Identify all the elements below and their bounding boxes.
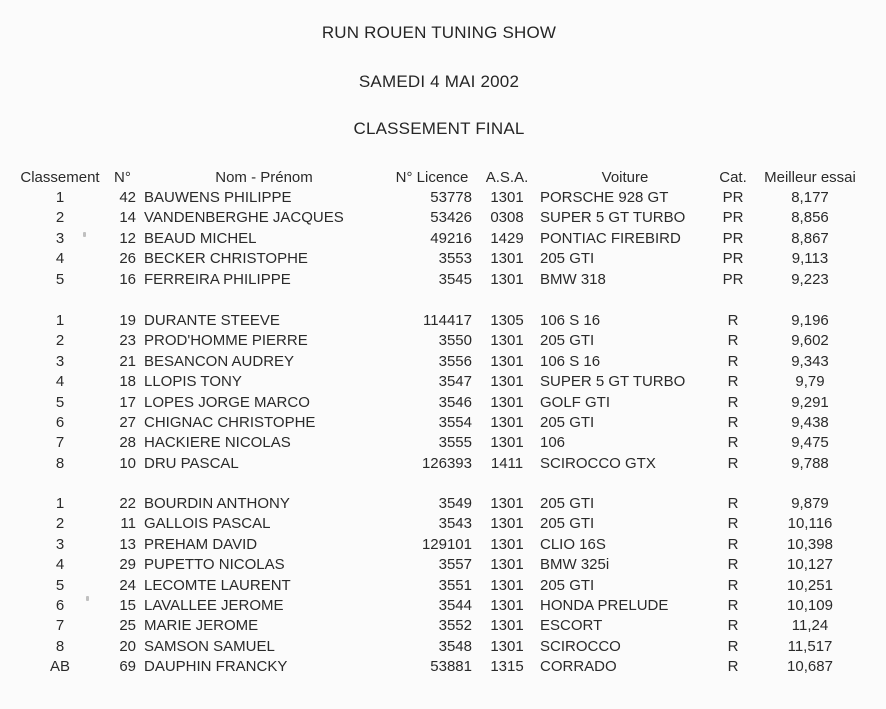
cell-rank: 4 xyxy=(55,556,65,573)
cell-name: VANDENBERGHE JACQUES xyxy=(144,209,344,226)
cell-category: R xyxy=(727,332,739,349)
cell-best-time: 9,79 xyxy=(795,373,825,390)
cell-number: 19 xyxy=(119,312,136,329)
cell-rank: 1 xyxy=(55,189,65,206)
cell-best-time: 9,438 xyxy=(791,414,829,431)
cell-number: 16 xyxy=(119,271,136,288)
cell-asa: 1301 xyxy=(490,495,524,512)
cell-asa: 1305 xyxy=(490,312,524,329)
cell-number: 15 xyxy=(119,597,136,614)
table-row xyxy=(0,188,886,208)
cell-rank: AB xyxy=(49,658,70,675)
cell-category: R xyxy=(727,414,739,431)
cell-best-time: 9,291 xyxy=(791,394,829,411)
cell-category: R xyxy=(727,577,739,594)
cell-asa: 1301 xyxy=(490,577,524,594)
table-row xyxy=(0,596,886,616)
cell-licence: 126393 xyxy=(421,455,472,472)
cell-name: PROD'HOMME PIERRE xyxy=(144,332,308,349)
document-title: RUN ROUEN TUNING SHOW xyxy=(321,23,557,42)
cell-asa: 1301 xyxy=(490,597,524,614)
cell-rank: 2 xyxy=(55,209,65,226)
cell-number: 23 xyxy=(119,332,136,349)
cell-category: R xyxy=(727,434,739,451)
cell-car: 106 S 16 xyxy=(540,312,601,329)
table-row xyxy=(0,657,886,677)
cell-category: PR xyxy=(722,189,744,206)
table-row xyxy=(0,535,886,555)
column-header-asa: A.S.A. xyxy=(485,169,529,186)
cell-number: 13 xyxy=(119,536,136,553)
cell-best-time: 9,475 xyxy=(791,434,829,451)
cell-best-time: 9,113 xyxy=(791,250,829,267)
cell-car: 205 GTI xyxy=(540,515,595,532)
cell-name: DRU PASCAL xyxy=(144,455,239,472)
cell-category: R xyxy=(727,536,739,553)
cell-licence: 53778 xyxy=(430,189,472,206)
cell-category: R xyxy=(727,312,739,329)
cell-best-time: 10,687 xyxy=(787,658,833,675)
document-subtitle: CLASSEMENT FINAL xyxy=(353,119,525,138)
cell-number: 12 xyxy=(119,230,136,247)
cell-car: SCIROCCO xyxy=(540,638,621,655)
column-header-car: Voiture xyxy=(601,169,649,186)
cell-number: 14 xyxy=(119,209,136,226)
table-row xyxy=(0,494,886,514)
cell-name: DAUPHIN FRANCKY xyxy=(144,658,288,675)
cell-category: R xyxy=(727,556,739,573)
cell-best-time: 9,602 xyxy=(791,332,829,349)
cell-car: ESCORT xyxy=(540,617,603,634)
cell-rank: 4 xyxy=(55,250,65,267)
table-row xyxy=(0,372,886,392)
cell-name: DURANTE STEEVE xyxy=(144,312,280,329)
cell-rank: 7 xyxy=(55,434,65,451)
cell-licence: 3555 xyxy=(438,434,472,451)
cell-number: 22 xyxy=(119,495,136,512)
table-row xyxy=(0,413,886,433)
cell-best-time: 10,398 xyxy=(787,536,833,553)
cell-car: 205 GTI xyxy=(540,495,595,512)
cell-car: BMW 325i xyxy=(540,556,610,573)
cell-number: 26 xyxy=(119,250,136,267)
cell-rank: 3 xyxy=(55,230,65,247)
cell-number: 69 xyxy=(119,658,136,675)
cell-category: R xyxy=(727,638,739,655)
cell-rank: 5 xyxy=(55,394,65,411)
cell-licence: 3546 xyxy=(438,394,472,411)
cell-name: SAMSON SAMUEL xyxy=(144,638,275,655)
cell-rank: 7 xyxy=(55,617,65,634)
table-row xyxy=(0,555,886,575)
cell-asa: 0308 xyxy=(490,209,524,226)
table-row xyxy=(0,208,886,228)
cell-licence: 3543 xyxy=(438,515,472,532)
table-row xyxy=(0,331,886,351)
cell-rank: 4 xyxy=(55,373,65,390)
cell-car: CLIO 16S xyxy=(540,536,606,553)
cell-best-time: 9,223 xyxy=(791,271,829,288)
cell-car: SCIROCCO GTX xyxy=(540,455,656,472)
cell-name: BECKER CHRISTOPHE xyxy=(144,250,308,267)
cell-rank: 8 xyxy=(55,638,65,655)
cell-number: 21 xyxy=(119,353,136,370)
cell-category: R xyxy=(727,373,739,390)
cell-number: 24 xyxy=(119,577,136,594)
cell-licence: 3549 xyxy=(438,495,472,512)
table-row xyxy=(0,249,886,269)
cell-number: 27 xyxy=(119,414,136,431)
cell-name: BOURDIN ANTHONY xyxy=(144,495,290,512)
cell-licence: 114417 xyxy=(423,312,472,329)
cell-asa: 1315 xyxy=(490,658,524,675)
cell-category: PR xyxy=(722,209,744,226)
cell-number: 17 xyxy=(119,394,136,411)
cell-rank: 2 xyxy=(55,515,65,532)
cell-car: SUPER 5 GT TURBO xyxy=(540,373,686,390)
cell-rank: 6 xyxy=(55,597,65,614)
cell-asa: 1301 xyxy=(490,353,524,370)
table-row xyxy=(0,637,886,657)
cell-category: R xyxy=(727,353,739,370)
cell-category: PR xyxy=(722,230,744,247)
cell-licence: 49216 xyxy=(430,230,472,247)
cell-name: FERREIRA PHILIPPE xyxy=(144,271,291,288)
cell-licence: 53426 xyxy=(430,209,472,226)
cell-asa: 1301 xyxy=(490,189,524,206)
cell-licence: 3547 xyxy=(438,373,472,390)
cell-car: PORSCHE 928 GT xyxy=(540,189,669,206)
cell-car: SUPER 5 GT TURBO xyxy=(540,209,686,226)
cell-car: 205 GTI xyxy=(540,577,595,594)
cell-car: CORRADO xyxy=(540,658,617,675)
table-row xyxy=(0,393,886,413)
table-row xyxy=(0,514,886,534)
cell-category: R xyxy=(727,658,739,675)
cell-rank: 5 xyxy=(55,577,65,594)
cell-licence: 3550 xyxy=(438,332,472,349)
cell-best-time: 11,517 xyxy=(787,638,833,655)
cell-number: 11 xyxy=(120,515,136,532)
cell-name: PUPETTO NICOLAS xyxy=(144,556,285,573)
cell-rank: 5 xyxy=(55,271,65,288)
table-row xyxy=(0,270,886,290)
cell-best-time: 8,856 xyxy=(791,209,829,226)
cell-licence: 3544 xyxy=(438,597,472,614)
cell-category: PR xyxy=(722,250,744,267)
cell-asa: 1301 xyxy=(490,515,524,532)
cell-best-time: 10,109 xyxy=(787,597,833,614)
cell-category: PR xyxy=(722,271,744,288)
cell-category: R xyxy=(727,394,739,411)
cell-car: HONDA PRELUDE xyxy=(540,597,669,614)
cell-asa: 1301 xyxy=(490,434,524,451)
cell-number: 20 xyxy=(119,638,136,655)
cell-licence: 3548 xyxy=(438,638,472,655)
cell-category: R xyxy=(727,617,739,634)
cell-rank: 3 xyxy=(55,536,65,553)
cell-name: LAVALLEE JEROME xyxy=(144,597,284,614)
column-header-licence: N° Licence xyxy=(395,169,469,186)
cell-asa: 1301 xyxy=(490,271,524,288)
cell-name: GALLOIS PASCAL xyxy=(144,515,271,532)
cell-best-time: 9,196 xyxy=(791,312,829,329)
cell-asa: 1301 xyxy=(490,394,524,411)
cell-name: LLOPIS TONY xyxy=(144,373,242,390)
column-header-rank: Classement xyxy=(20,169,100,186)
cell-best-time: 10,116 xyxy=(787,515,833,532)
cell-car: 106 xyxy=(540,434,566,451)
cell-category: R xyxy=(727,455,739,472)
cell-licence: 3552 xyxy=(438,617,472,634)
cell-category: R xyxy=(727,495,739,512)
table-row xyxy=(0,616,886,636)
cell-car: GOLF GTI xyxy=(540,394,611,411)
cell-asa: 1301 xyxy=(490,638,524,655)
cell-rank: 1 xyxy=(55,312,65,329)
cell-car: 205 GTI xyxy=(540,250,595,267)
event-date: SAMEDI 4 MAI 2002 xyxy=(358,72,520,91)
cell-name: HACKIERE NICOLAS xyxy=(144,434,291,451)
table-row xyxy=(0,454,886,474)
cell-licence: 3553 xyxy=(438,250,472,267)
cell-best-time: 8,177 xyxy=(791,189,829,206)
cell-category: R xyxy=(727,515,739,532)
cell-car: BMW 318 xyxy=(540,271,606,288)
cell-car: 106 S 16 xyxy=(540,353,601,370)
cell-name: BESANCON AUDREY xyxy=(144,353,295,370)
cell-best-time: 9,879 xyxy=(791,495,829,512)
cell-category: R xyxy=(727,597,739,614)
cell-asa: 1301 xyxy=(490,373,524,390)
table-row xyxy=(0,576,886,596)
cell-best-time: 11,24 xyxy=(791,617,829,634)
cell-rank: 1 xyxy=(55,495,65,512)
cell-car: PONTIAC FIREBIRD xyxy=(540,230,681,247)
cell-rank: 6 xyxy=(55,414,65,431)
cell-asa: 1301 xyxy=(490,250,524,267)
cell-number: 28 xyxy=(119,434,136,451)
cell-name: CHIGNAC CHRISTOPHE xyxy=(144,414,316,431)
cell-rank: 8 xyxy=(55,455,65,472)
cell-best-time: 8,867 xyxy=(791,230,829,247)
column-header-name: Nom - Prénom xyxy=(215,169,313,186)
scan-speck xyxy=(86,596,89,601)
cell-rank: 3 xyxy=(55,353,65,370)
cell-rank: 2 xyxy=(55,332,65,349)
cell-licence: 53881 xyxy=(430,658,472,675)
cell-asa: 1301 xyxy=(490,617,524,634)
scan-speck xyxy=(83,232,86,237)
column-header-number: N° xyxy=(114,169,131,186)
column-header-category: Cat. xyxy=(719,169,747,186)
table-row xyxy=(0,433,886,453)
cell-number: 42 xyxy=(119,189,136,206)
cell-licence: 3545 xyxy=(438,271,472,288)
cell-number: 18 xyxy=(119,373,136,390)
cell-name: LECOMTE LAURENT xyxy=(144,577,291,594)
cell-licence: 3557 xyxy=(438,556,472,573)
cell-name: MARIE JEROME xyxy=(144,617,259,634)
cell-asa: 1301 xyxy=(490,414,524,431)
table-row xyxy=(0,229,886,249)
cell-asa: 1411 xyxy=(490,455,524,472)
cell-best-time: 9,788 xyxy=(791,455,829,472)
cell-name: PREHAM DAVID xyxy=(144,536,258,553)
cell-asa: 1429 xyxy=(490,230,524,247)
cell-licence: 3551 xyxy=(438,577,472,594)
column-header-row xyxy=(0,168,886,188)
cell-licence: 129101 xyxy=(421,536,472,553)
table-row xyxy=(0,311,886,331)
cell-car: 205 GTI xyxy=(540,414,595,431)
cell-best-time: 9,343 xyxy=(791,353,829,370)
cell-best-time: 10,251 xyxy=(787,577,833,594)
cell-asa: 1301 xyxy=(490,536,524,553)
cell-number: 25 xyxy=(119,617,136,634)
column-header-best-time: Meilleur essai xyxy=(764,169,856,186)
cell-name: BEAUD MICHEL xyxy=(144,230,257,247)
table-row xyxy=(0,352,886,372)
cell-car: 205 GTI xyxy=(540,332,595,349)
cell-licence: 3554 xyxy=(438,414,472,431)
cell-name: BAUWENS PHILIPPE xyxy=(144,189,292,206)
cell-licence: 3556 xyxy=(438,353,472,370)
cell-number: 29 xyxy=(119,556,136,573)
cell-number: 10 xyxy=(119,455,136,472)
cell-asa: 1301 xyxy=(490,556,524,573)
cell-asa: 1301 xyxy=(490,332,524,349)
cell-name: LOPES JORGE MARCO xyxy=(144,394,310,411)
cell-best-time: 10,127 xyxy=(787,556,833,573)
